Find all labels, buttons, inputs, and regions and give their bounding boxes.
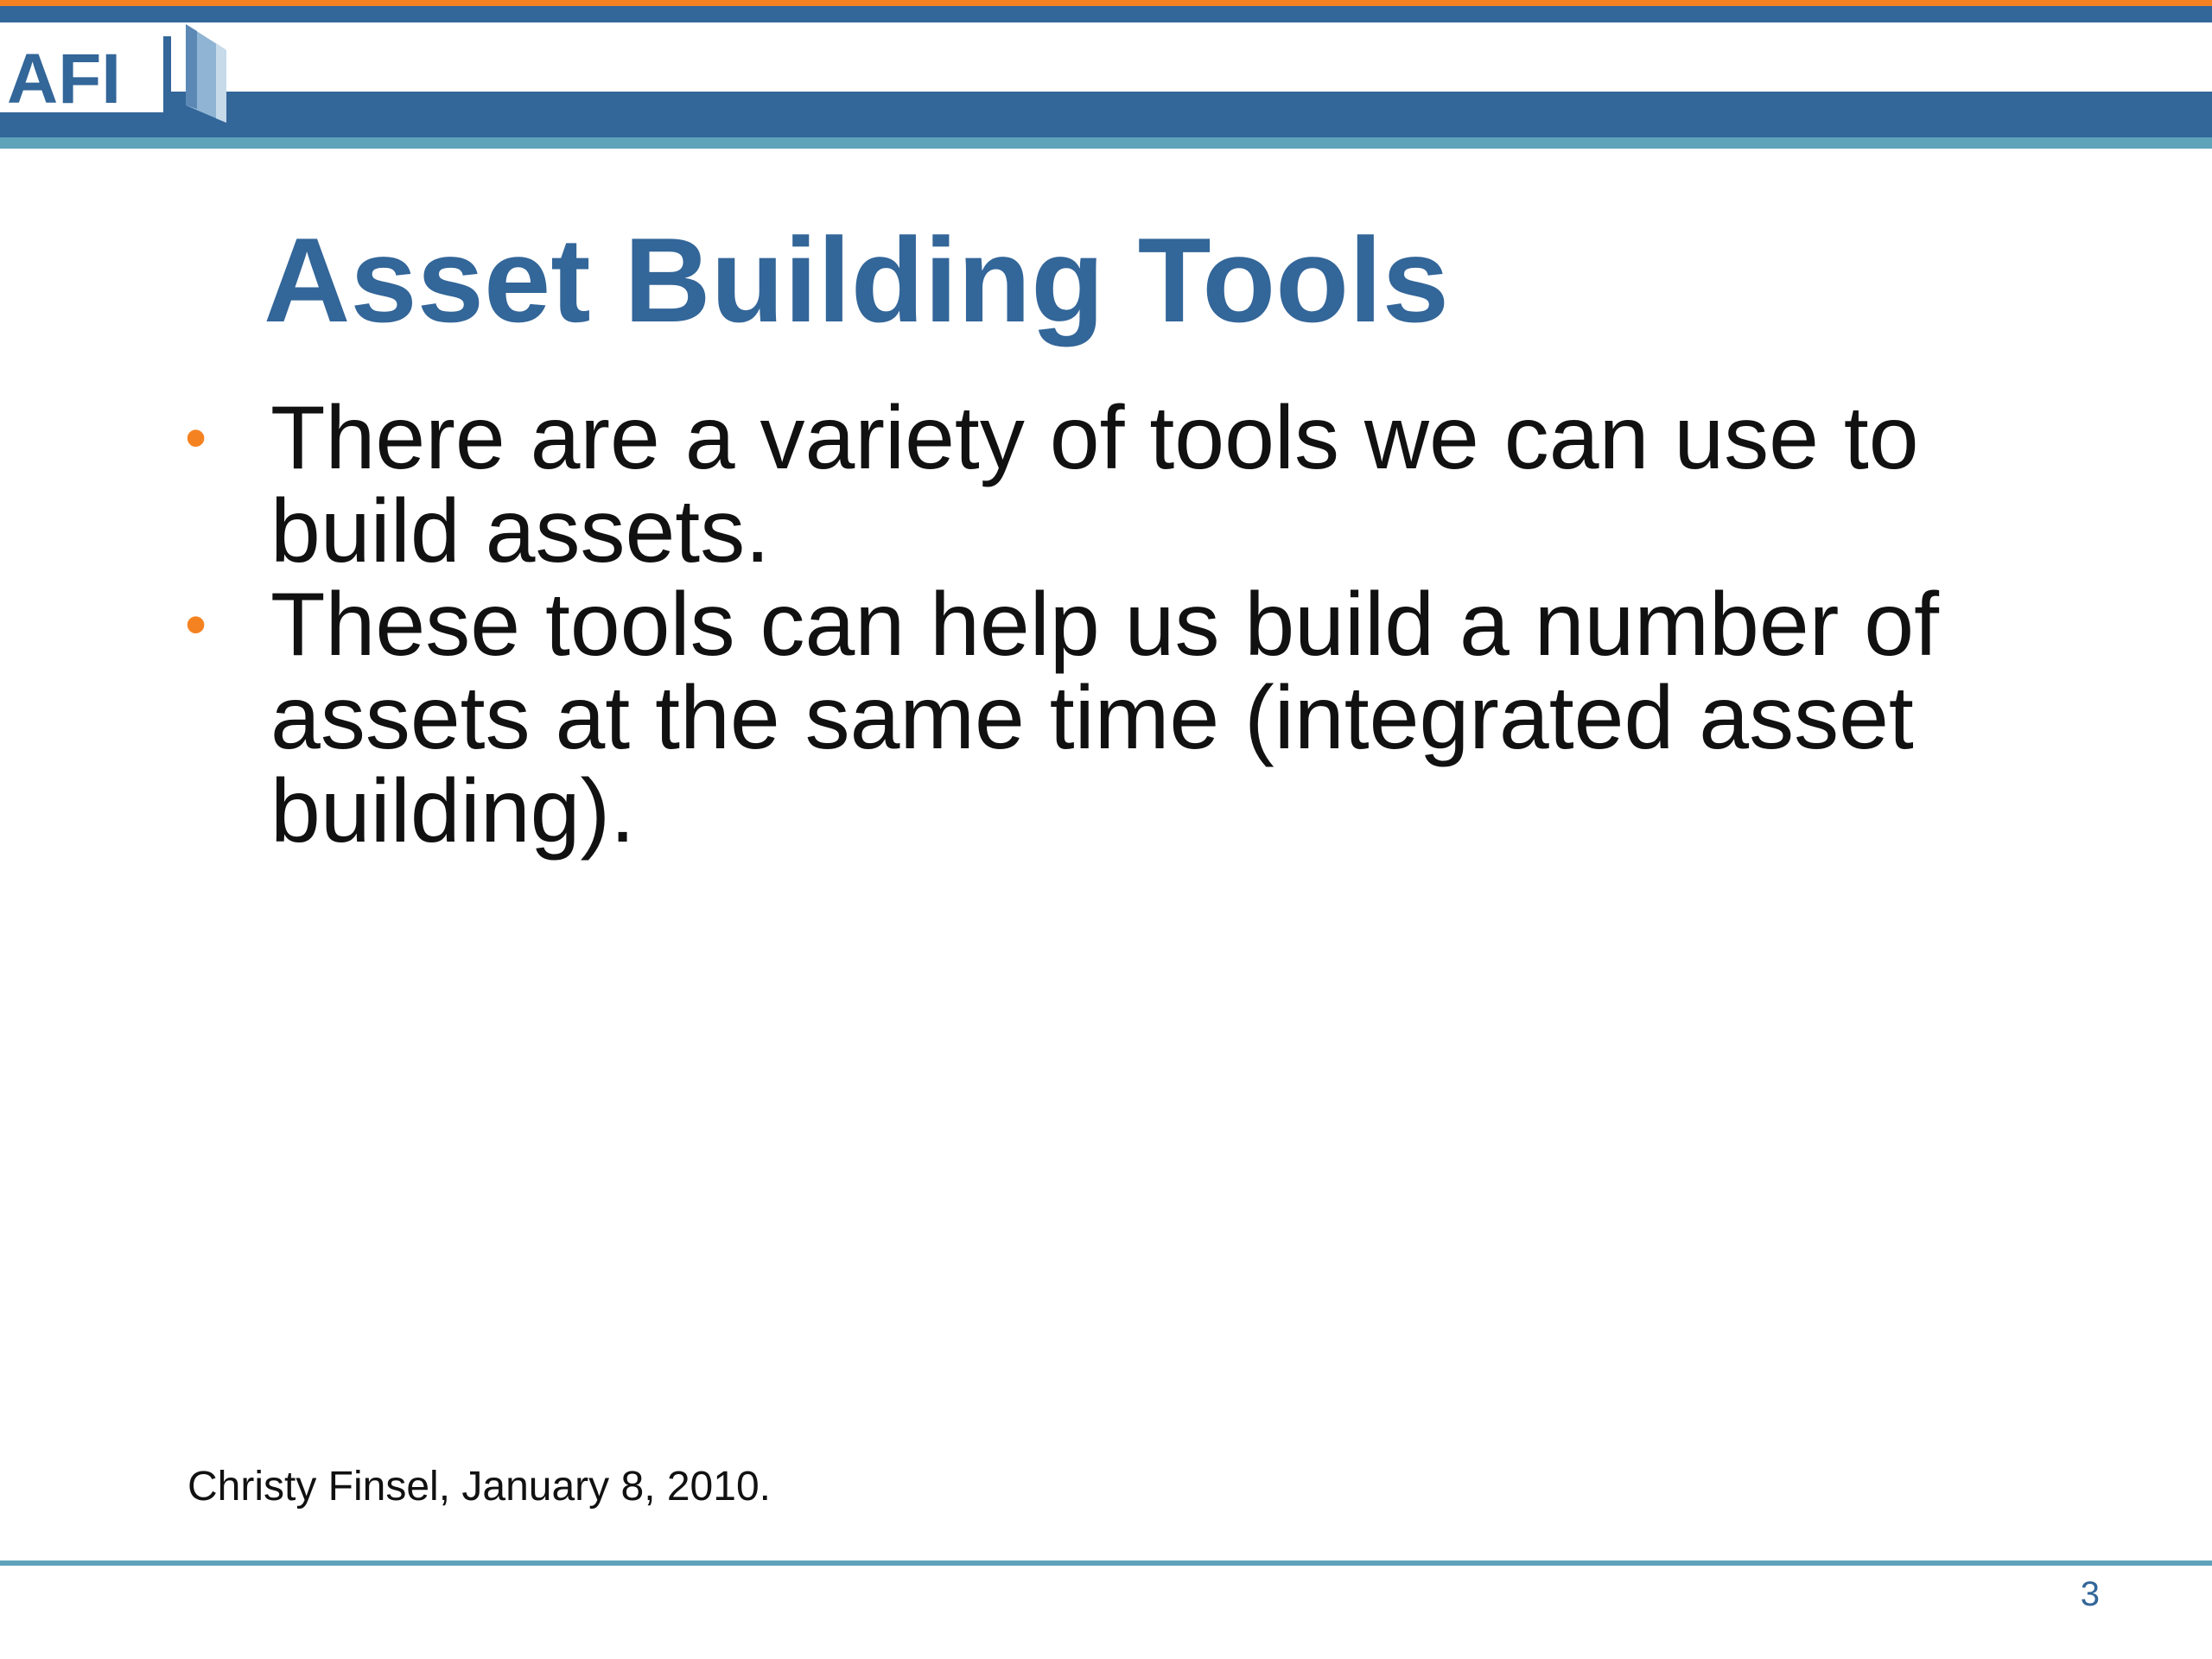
afi-logo (0, 17, 233, 130)
header-main-bar (0, 92, 2212, 137)
footer-attribution: Christy Finsel, January 8, 2010. (188, 1464, 771, 1510)
header-top-bar (0, 6, 2212, 22)
header-bottom-bar (0, 137, 2212, 149)
bullet-dot-icon: • (185, 590, 207, 659)
bullet-list (0, 388, 2212, 861)
logo-door-icon (163, 24, 226, 123)
bullet-item (0, 575, 2128, 861)
bullet-text: There are a variety of tools we can use to build assets. (270, 388, 1919, 582)
bullet-item (0, 388, 2128, 582)
header-accent-bar (0, 0, 2212, 6)
page-number: 3 (2080, 1575, 2100, 1613)
footer-divider (0, 1560, 2212, 1566)
logo-text: AFI (7, 40, 122, 118)
slide-title: Asset Building Tools (264, 213, 1450, 347)
bullet-dot-icon: • (185, 404, 207, 473)
bullet-text: These tools can help us build a number of assets at the same time (integrated asset building). (270, 575, 1939, 861)
